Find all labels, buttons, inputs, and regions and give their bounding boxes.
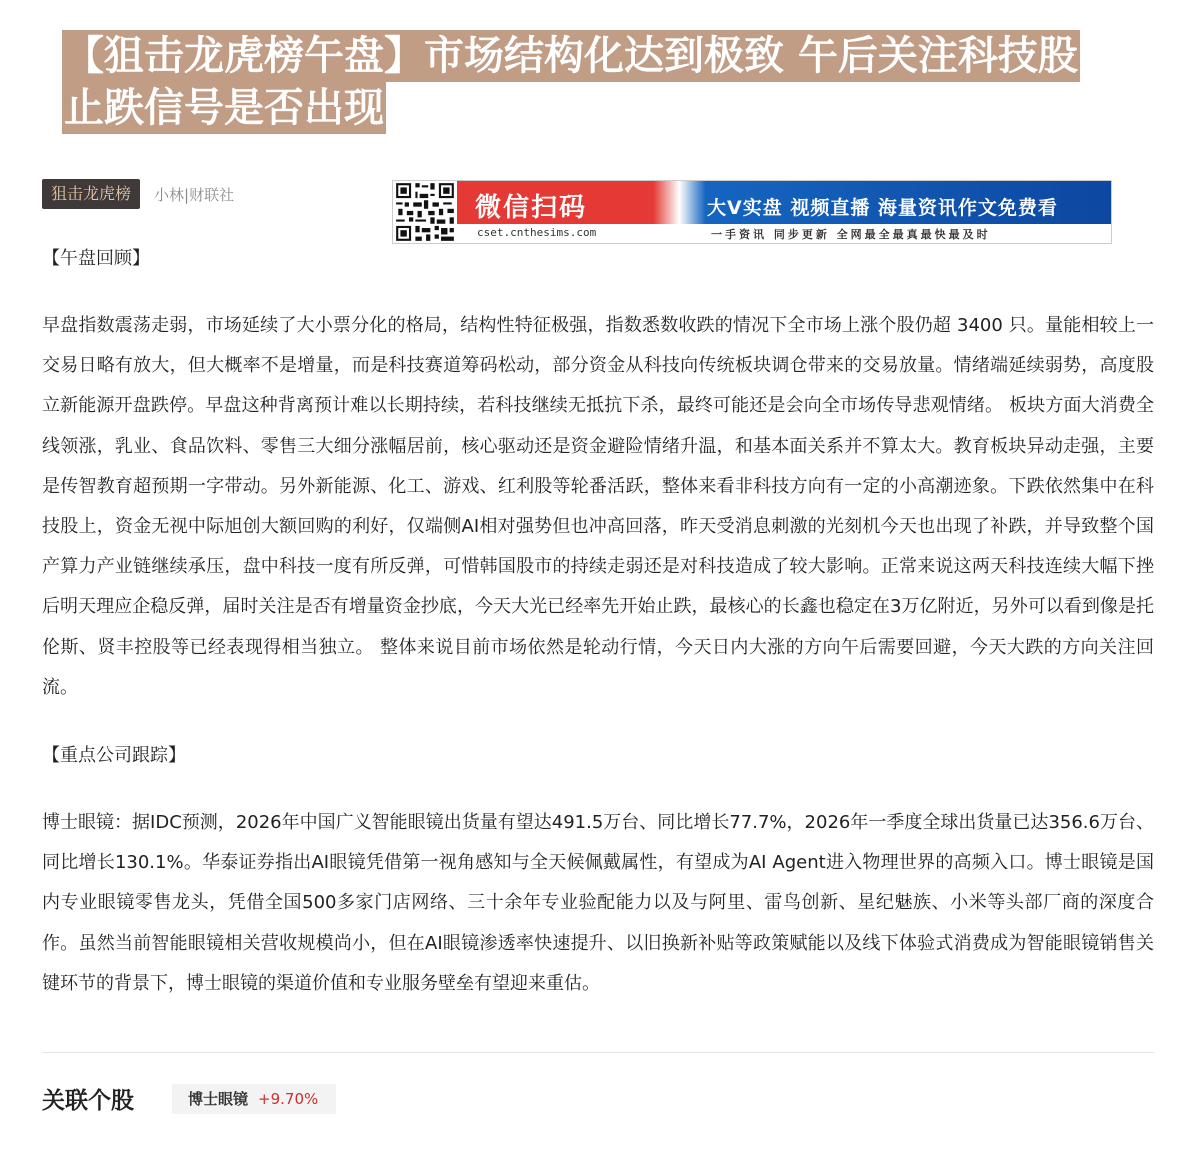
banner-slogan: 大V实盘 视频直播 海量资讯作文免费看 xyxy=(707,197,1058,219)
banner-top xyxy=(457,181,1111,225)
banner-wechat-label: 微信扫码 xyxy=(475,193,588,223)
article-headline xyxy=(62,30,1142,134)
banner-bottom-strip xyxy=(457,224,1111,243)
article-meta xyxy=(42,178,234,210)
stock-name: 博士眼镜 xyxy=(188,1089,249,1108)
qr-code-icon xyxy=(393,181,457,243)
headline-line-2: 止跌信号是否出现 xyxy=(62,82,386,134)
divider xyxy=(42,1052,1154,1053)
review-paragraph: 早盘指数震荡走弱，市场延续了大小票分化的格局，结构性特征极强，指数悉数收跌的情况下全市场上涨个股仍超 3400 只。量能相较上一交易日略有放大，但大概率不是增量，而是科技赛道筹码松动，部分资金从科技向传统板块调仓带来的交易放量。情绪端延续弱势，高度股立新能源开盘跌停。早盘这种背离预计难以长期持续，若科技继续无抵抗下杀，最终可能还是会向全市场传导悲观情绪。 板块方面大消费全线领涨，乳业、食品饮料、零售三大细分涨幅居前，核心驱动还是资金避险情绪升温，和基本面关系并不算太大。教育板块异动走强，主要是传智教育超预期一字带动。另外新能源、化工、游戏、红利股等轮番活跃，整体来看非科技方向有一定的小高潮迹象。下跌依然集中在科技股上，资金无视中际旭创大额回购的利好，仅端侧AI相对强势但也冲高回落，昨天受消息刺激的光刻机今天也出现了补跌，并导致整个国产算力产业链继续承压，盘中科技一度有所反弹，可惜韩国股市的持续走弱还是对科技造成了较大影响。正常来说这两天科技连续大幅下挫后明天理应企稳反弹，届时关注是否有增量资金抄底，今天大光已经率先开始止跌，最核心的长鑫也稳定在3万亿附近，另外可以看到像是托伦斯、贤丰控股等已经表现得相当独立。 整体来说目前市场依然是轮动行情，今天日内大涨的方向午后需要回避，今天大跌的方向关注回流。 xyxy=(42,315,1154,698)
banner-graphic xyxy=(457,181,1111,243)
related-stocks xyxy=(42,1082,336,1115)
promo-banner[interactable] xyxy=(392,180,1112,244)
stock-chip[interactable] xyxy=(172,1084,336,1114)
section-title-focus: 【重点公司跟踪】 xyxy=(42,745,186,766)
article-source: 小林|财联社 xyxy=(154,185,235,204)
stock-change: +9.70% xyxy=(258,1089,319,1108)
banner-subtitle: 一手资讯 同步更新 全网最全最真最快最及时 xyxy=(711,228,991,241)
banner-url: cset.cnthesims.com xyxy=(477,226,597,239)
column-tag[interactable]: 狙击龙虎榜 xyxy=(42,179,140,209)
related-stocks-title: 关联个股 xyxy=(42,1088,134,1114)
headline-line-1: 【狙击龙虎榜午盘】市场结构化达到极致 午后关注科技股 xyxy=(62,30,1080,82)
focus-paragraph: 博士眼镜：据IDC预测，2026年中国广义智能眼镜出货量有望达491.5万台、同比增长77.7%，2026年一季度全球出货量已达356.6万台、同比增长130.1%。华泰证券指出AI眼镜凭借第一视角感知与全天候佩戴属性，有望成为AI Agent进入物理世界的高频入口。博士眼镜是国内专业眼镜零售龙头，凭借全国500多家门店网络、三十余年专业验配能力以及与阿里、雷鸟创新、星纪魅族、小米等头部厂商的深度合作。虽然当前智能眼镜相关营收规模尚小，但在AI眼镜渗透率快速提升、以旧换新补贴等政策赋能以及线下体验式消费成为智能眼镜销售关键环节的背景下，博士眼镜的渠道价值和专业服务壁垒有望迎来重估。 xyxy=(42,812,1154,994)
section-title-review: 【午盘回顾】 xyxy=(42,248,150,269)
